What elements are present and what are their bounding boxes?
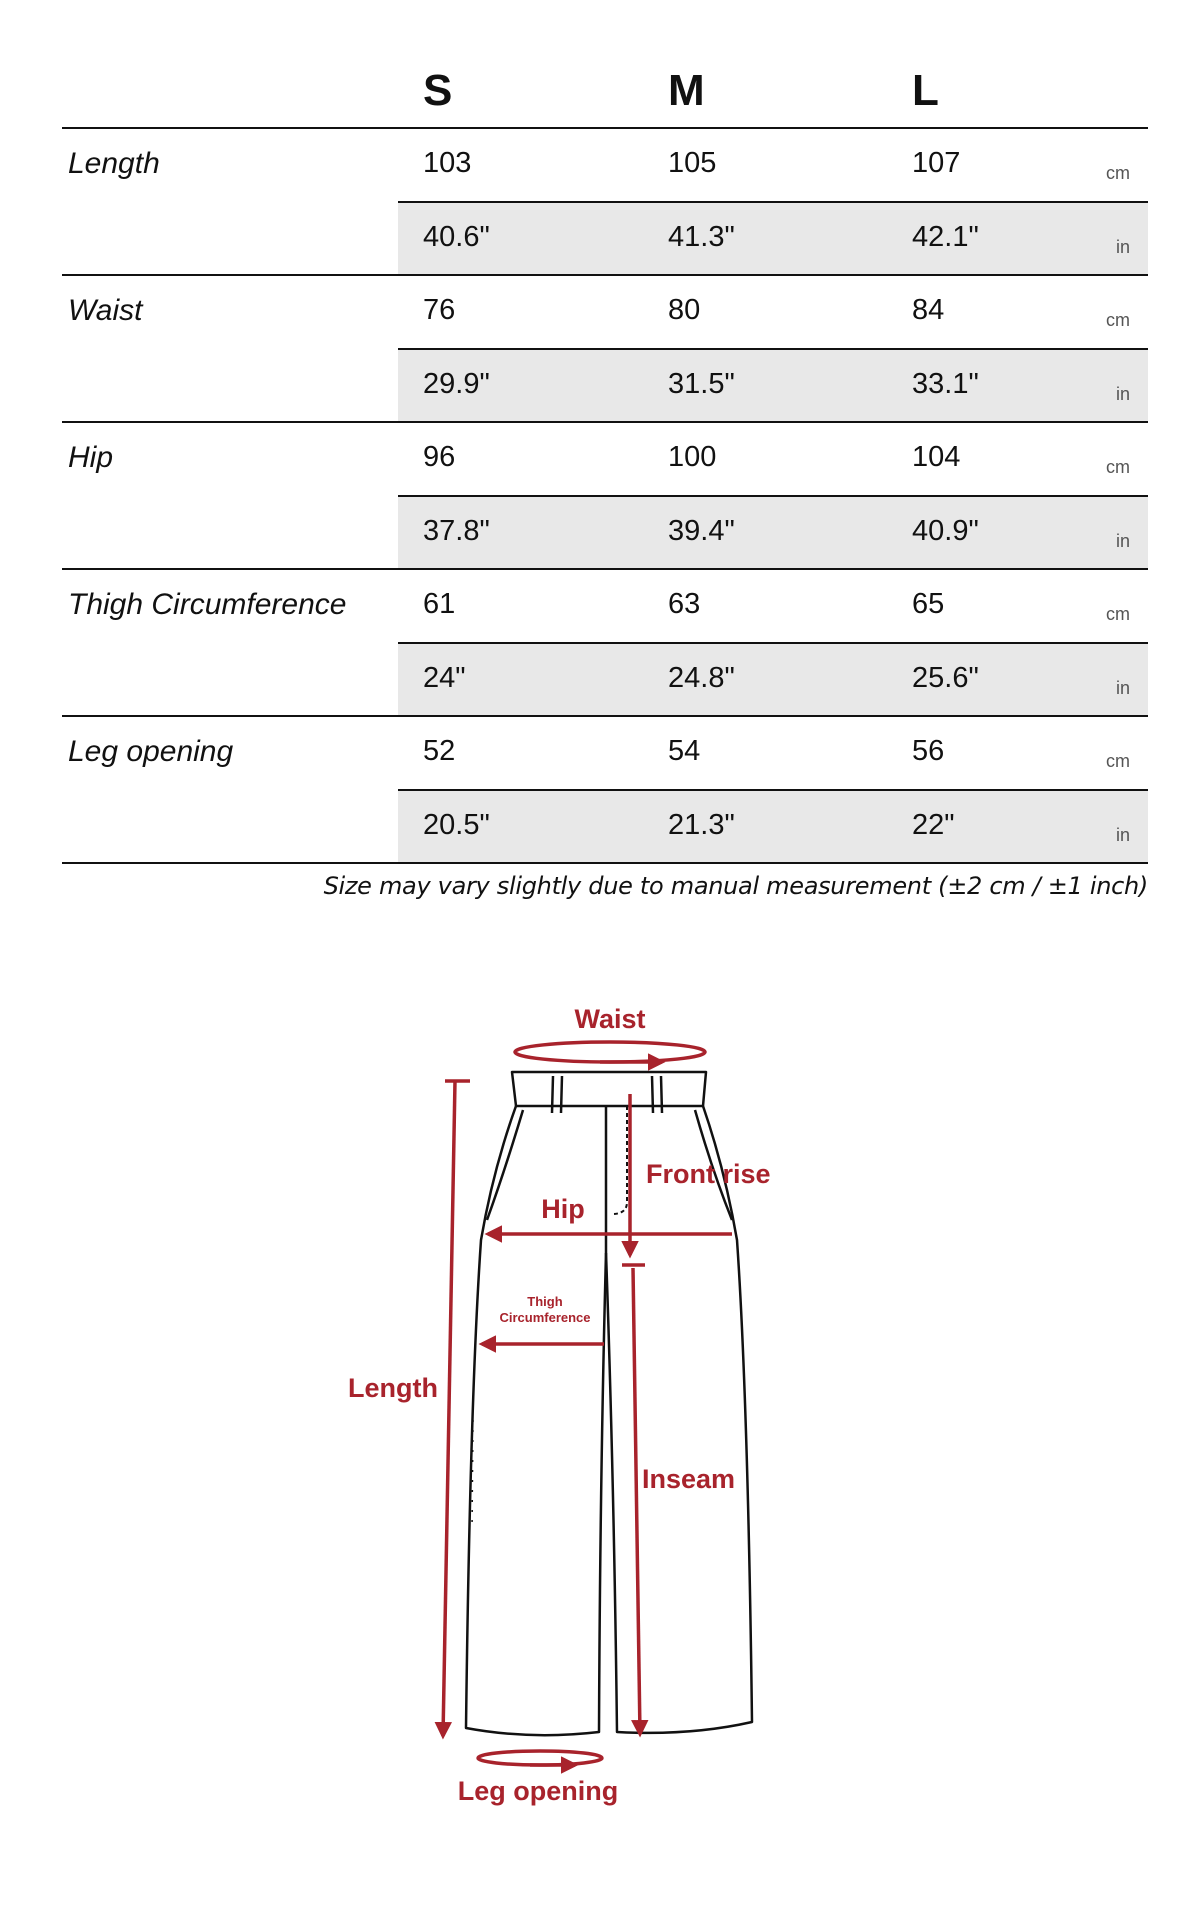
label-inseam: Inseam: [642, 1464, 736, 1494]
cell-s-cm: 61: [423, 588, 456, 620]
label-length: Length: [348, 1373, 438, 1403]
row-group-thigh-circumference: [62, 570, 1148, 716]
cell-s-in: 29.9": [423, 368, 490, 400]
row-label: Hip: [68, 441, 114, 474]
length-line: [443, 1081, 455, 1736]
cell-s-in: 40.6": [423, 221, 490, 253]
cell-m-in: 24.8": [668, 662, 735, 694]
row-group-leg-opening: [62, 717, 1148, 863]
cell-l-in: 40.9": [912, 515, 979, 547]
cell-s-cm: 76: [423, 294, 456, 326]
cell-l-cm: 104: [912, 441, 961, 473]
label-thigh: Thigh: [527, 1294, 563, 1309]
belt-loop-right: [652, 1076, 662, 1113]
unit-in: in: [1115, 531, 1130, 551]
cell-m-cm: 54: [668, 735, 701, 767]
label-waist: Waist: [574, 1004, 646, 1034]
cell-m-cm: 80: [668, 294, 701, 326]
group-rule: [62, 862, 1148, 864]
measurement-note: Size may vary slightly due to manual measurement (±2 cm / ±1 inch): [323, 872, 1148, 900]
unit-cm: cm: [1106, 310, 1130, 330]
waist-ellipse: [515, 1042, 705, 1062]
cell-m-in: 31.5": [668, 368, 735, 400]
cell-l-cm: 84: [912, 294, 945, 326]
cell-m-in: 21.3": [668, 809, 735, 841]
cell-l-cm: 65: [912, 588, 945, 620]
cell-l-in: 42.1": [912, 221, 979, 253]
cell-m-in: 41.3": [668, 221, 735, 253]
inseam-arrow: [633, 1268, 640, 1734]
leg-opening-ellipse: [478, 1751, 602, 1765]
belt-loop-left: [552, 1076, 562, 1113]
label-front-rise: Front rise: [646, 1159, 771, 1189]
cell-m-in: 39.4": [668, 515, 735, 547]
cell-l-in: 33.1": [912, 368, 979, 400]
in-row: [398, 791, 1148, 863]
cell-m-cm: 105: [668, 147, 717, 179]
in-row: [398, 497, 1148, 569]
measurement-marks: [443, 1042, 732, 1765]
left-pocket: [487, 1110, 523, 1220]
cm-row: [398, 129, 1148, 201]
label-hip: Hip: [541, 1194, 585, 1224]
cell-s-in: 37.8": [423, 515, 490, 547]
row-label: Thigh Circumference: [68, 588, 347, 621]
in-row: [398, 203, 1148, 275]
outline-left-leg: [466, 1106, 606, 1735]
size-header-m: M: [668, 66, 705, 115]
unit-cm: cm: [1106, 163, 1130, 183]
waistband: [512, 1072, 706, 1106]
cm-row: [398, 570, 1148, 642]
in-row: [398, 644, 1148, 716]
cell-s-in: 24": [423, 662, 466, 694]
unit-in: in: [1115, 384, 1130, 404]
row-label: Length: [68, 147, 160, 180]
cm-row: [398, 423, 1148, 495]
row-label: Leg opening: [68, 735, 234, 768]
cell-l-cm: 56: [912, 735, 945, 767]
cell-s-cm: 52: [423, 735, 456, 767]
cell-s-in: 20.5": [423, 809, 490, 841]
row-group-waist: [62, 276, 1148, 422]
cell-m-cm: 63: [668, 588, 701, 620]
row-group-hip: [62, 423, 1148, 569]
in-row: [398, 350, 1148, 422]
unit-in: in: [1115, 237, 1130, 257]
label-leg-opening: Leg opening: [457, 1776, 619, 1806]
cm-row: [398, 717, 1148, 789]
cell-l-cm: 107: [912, 147, 961, 179]
unit-cm: cm: [1106, 751, 1130, 771]
cell-s-cm: 96: [423, 441, 456, 473]
cell-m-cm: 100: [668, 441, 717, 473]
cell-l-in: 25.6": [912, 662, 979, 694]
cm-row: [398, 276, 1148, 348]
unit-in: in: [1115, 678, 1130, 698]
unit-cm: cm: [1106, 457, 1130, 477]
label-circumference: Circumference: [499, 1310, 591, 1325]
cell-l-in: 22": [912, 809, 955, 841]
size-header-l: L: [912, 66, 939, 115]
row-label: Waist: [68, 294, 143, 327]
size-header-s: S: [423, 66, 453, 115]
row-group-length: [62, 129, 1148, 275]
fly-stitch: [612, 1106, 627, 1214]
unit-cm: cm: [1106, 604, 1130, 624]
cell-s-cm: 103: [423, 147, 472, 179]
pants-measurement-diagram: [0, 960, 1200, 1820]
unit-in: in: [1115, 825, 1130, 845]
